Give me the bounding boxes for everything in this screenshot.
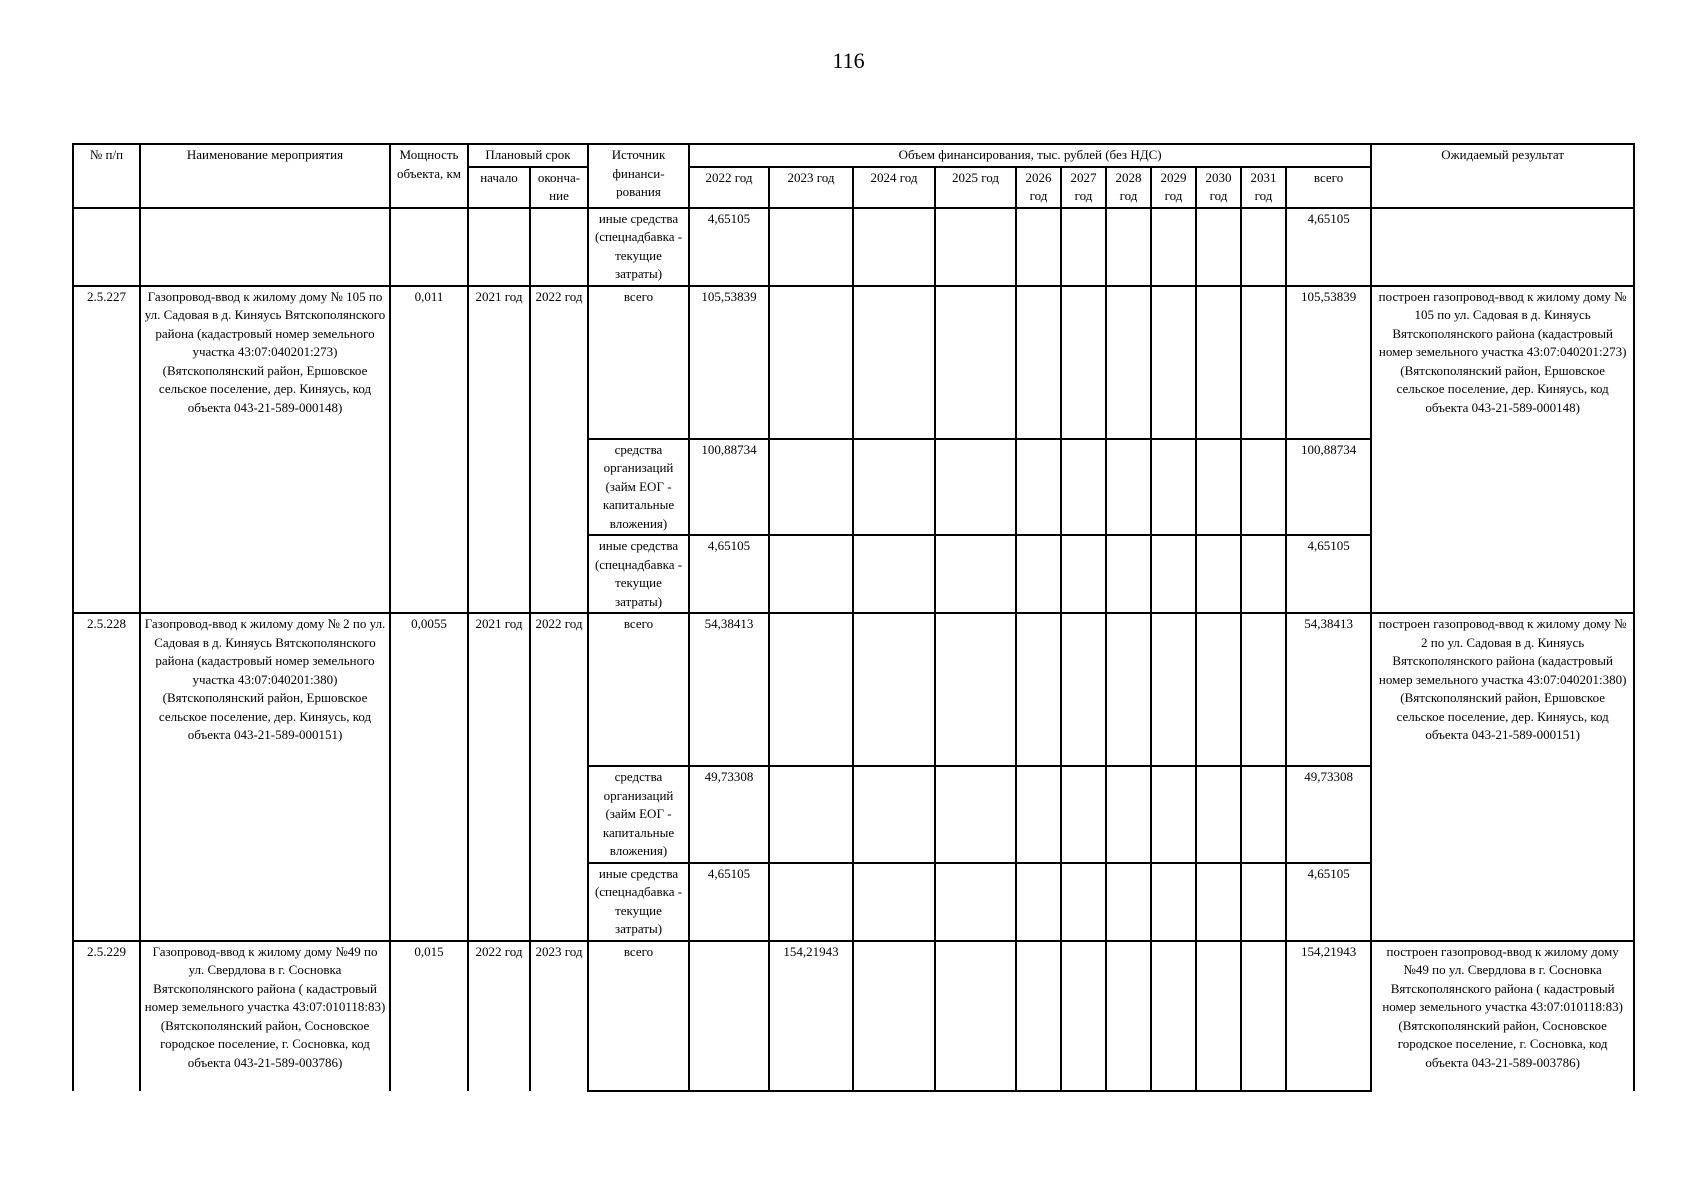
year-2022-cell: 54,38413: [689, 613, 769, 766]
source-cell: иные средства (спецнадбавка - текущие затраты): [588, 535, 689, 613]
header-total: всего: [1286, 167, 1371, 208]
item-end: 2022 год: [530, 613, 588, 941]
header-year-2023: 2023 год: [769, 167, 853, 208]
header-financing: Объем финансирования, тыс. рублей (без НДС): [689, 144, 1371, 167]
total-cell: 54,38413: [1286, 613, 1371, 766]
header-end: оконча-ние: [530, 167, 588, 208]
table-row: [73, 941, 1634, 1091]
source-cell: иные средства (спецнадбавка - текущие затраты): [588, 208, 689, 286]
header-year-2027: 2027 год: [1061, 167, 1106, 208]
total-cell: 4,65105: [1286, 535, 1371, 613]
item-end: 2022 год: [530, 286, 588, 614]
source-cell: средства организаций (займ ЕОГ - капитальные вложения): [588, 766, 689, 863]
header-year-2024: 2024 год: [853, 167, 935, 208]
total-cell: 4,65105: [1286, 863, 1371, 941]
year-2023-cell: 154,21943: [769, 941, 853, 1091]
total-cell: 105,53839: [1286, 286, 1371, 439]
item-start: 2021 год: [468, 286, 530, 614]
item-name: Газопровод-ввод к жилому дому № 2 по ул. Садовая в д. Киняусь Вятскополянского района (кадастровый номер земельного участка 43:07:040201:380) (Вятскополянский район, Ершовское сельское поселение, дер. Киняусь, код объекта 043-21-589-000151): [140, 613, 390, 941]
total-cell: 154,21943: [1286, 941, 1371, 1091]
year-2022-cell: 100,88734: [689, 439, 769, 536]
table-row: [73, 286, 1634, 439]
table-row: [73, 613, 1634, 766]
header-year-2029: 2029 год: [1151, 167, 1196, 208]
item-start: 2021 год: [468, 613, 530, 941]
year-2022-cell: 105,53839: [689, 286, 769, 439]
source-cell: средства организаций (займ ЕОГ - капитальные вложения): [588, 439, 689, 536]
item-result: построен газопровод-ввод к жилому дому №49 по ул. Свердлова в г. Сосновка Вятскополянского района ( кадастровый номер земельного участка 43:07:010118:83) (Вятскополянский район, Сосновское городское поселение, г. Сосновка, код объекта 043-21-589-003786): [1371, 941, 1634, 1091]
item-start: 2022 год: [468, 941, 530, 1091]
item-num: 2.5.227: [73, 286, 140, 614]
financing-table: [72, 143, 1635, 1092]
item-num: 2.5.229: [73, 941, 140, 1091]
year-2022-cell: 4,65105: [689, 863, 769, 941]
source-cell: всего: [588, 941, 689, 1091]
header-year-2026: 2026 год: [1016, 167, 1061, 208]
page-number: 116: [832, 48, 865, 73]
item-num: 2.5.228: [73, 613, 140, 941]
item-name: Газопровод-ввод к жилому дому № 105 по ул. Садовая в д. Киняусь Вятскополянского района (кадастровый номер земельного участка 43:07:040201:273) (Вятскополянский район, Ершовское сельское поселение, дер. Киняусь, код объекта 043-21-589-000148): [140, 286, 390, 614]
header-year-2031: 2031 год: [1241, 167, 1286, 208]
header-year-2028: 2028 год: [1106, 167, 1151, 208]
header-capacity: Мощность объекта, км: [390, 144, 468, 208]
item-result: построен газопровод-ввод к жилому дому № 2 по ул. Садовая в д. Киняусь Вятскополянского района (кадастровый номер земельного участка 43:07:040201:380) (Вятскополянский район, Ершовское сельское поселение, дер. Киняусь, код объекта 043-21-589-000151): [1371, 613, 1634, 941]
item-capacity: 0,011: [390, 286, 468, 614]
header-year-2025: 2025 год: [935, 167, 1016, 208]
item-capacity: 0,015: [390, 941, 468, 1091]
header-source: Источник финанси-рования: [588, 144, 689, 208]
source-cell: всего: [588, 613, 689, 766]
total-cell: 4,65105: [1286, 208, 1371, 286]
header-name: Наименование мероприятия: [140, 144, 390, 208]
item-end: 2023 год: [530, 941, 588, 1091]
year-2022-cell: 4,65105: [689, 208, 769, 286]
header-year-2022: 2022 год: [689, 167, 769, 208]
header-term: Плановый срок: [468, 144, 588, 167]
source-cell: иные средства (спецнадбавка - текущие затраты): [588, 863, 689, 941]
table-row: [73, 208, 1634, 286]
item-name: Газопровод-ввод к жилому дому №49 по ул. Свердлова в г. Сосновка Вятскополянского района ( кадастровый номер земельного участка 43:07:010118:83) (Вятскополянский район, Сосновское городское поселение, г. Сосновка, код объекта 043-21-589-003786): [140, 941, 390, 1091]
item-capacity: 0,0055: [390, 613, 468, 941]
year-2022-cell: 49,73308: [689, 766, 769, 863]
source-cell: всего: [588, 286, 689, 439]
header-year-2030: 2030 год: [1196, 167, 1241, 208]
year-2022-cell: 4,65105: [689, 535, 769, 613]
item-result: построен газопровод-ввод к жилому дому № 105 по ул. Садовая в д. Киняусь Вятскополянского района (кадастровый номер земельного участка 43:07:040201:273) (Вятскополянский район, Ершовское сельское поселение, дер. Киняусь, код объекта 043-21-589-000148): [1371, 286, 1634, 614]
total-cell: 100,88734: [1286, 439, 1371, 536]
total-cell: 49,73308: [1286, 766, 1371, 863]
header-num: № п/п: [73, 144, 140, 208]
header-start: начало: [468, 167, 530, 208]
header-result: Ожидаемый результат: [1371, 144, 1634, 208]
